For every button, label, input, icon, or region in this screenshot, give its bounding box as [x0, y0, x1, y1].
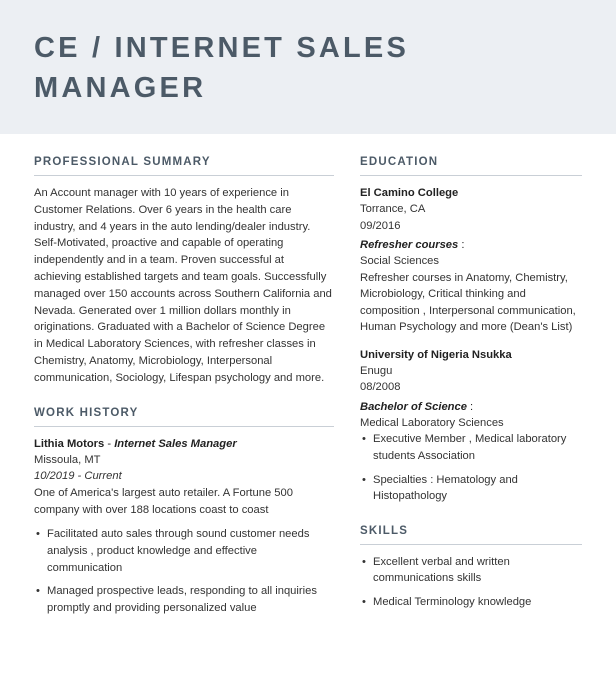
education-sub-label: Refresher courses: [360, 238, 459, 251]
job-heading: [34, 436, 334, 452]
education-detail: Medical Laboratory Sciences: [360, 416, 504, 429]
education-school: University of Nigeria Nsukka: [360, 348, 512, 361]
work-history-entry: [34, 436, 334, 617]
job-bullet: • Managed prospective leads, responding to all inquiries promptly and providing personalized value: [34, 583, 334, 616]
section-title-work-history: WORK HISTORY: [34, 407, 334, 427]
job-company: Lithia Motors: [34, 437, 105, 450]
section-title-professional-summary: PROFESSIONAL SUMMARY: [34, 156, 334, 176]
section-skills: [360, 525, 582, 611]
skill-item: • Medical Terminology knowledge: [360, 594, 582, 611]
education-subheading: [360, 237, 582, 253]
education-location: Enugu: [360, 365, 393, 378]
professional-summary-text: An Account manager with 10 years of experience in Customer Relations. Over 6 years in the health care industry, and 4 years in the auto lending/dealer industry. Self-Motivated, proactive and capable of operating independently and in a team. Proven successful at achieving established targets and team goals. Successfully managed over 150 accounts across Southern California and Nevada. Generated over 1 million dollars monthly in originations. Graduated with a Bachelor of Science Degree in Medical Laboratory Sciences, with refresher classes in Chemistry, Anatomy, Microbiology, Interpersonal communication, Sociology, Lifespan psychology and more.: [34, 187, 332, 384]
resume-header: [0, 0, 616, 134]
education-sub-suffix: :: [458, 238, 465, 251]
candidate-name: CE / INTERNET SALES MANAGER: [34, 32, 409, 105]
section-education: [360, 156, 582, 505]
section-title-education: EDUCATION: [360, 156, 582, 176]
education-bullet-list: [360, 431, 582, 504]
education-detail: Refresher courses in Anatomy, Chemistry, Microbiology, Critical thinking and composition , Interpersonal communication, Human Psychology and more (Dean's List): [360, 271, 576, 334]
section-professional-summary: [34, 156, 334, 387]
education-location: Torrance, CA: [360, 203, 426, 216]
education-entry: [360, 347, 582, 505]
left-column: [34, 156, 334, 623]
education-bullet: • Specialties : Hematology and Histopathology: [360, 472, 582, 505]
right-column: [360, 156, 582, 623]
section-work-history: [34, 407, 334, 617]
education-sub-label: Bachelor of Science: [360, 400, 467, 413]
education-date: 09/2016: [360, 219, 401, 232]
education-subheading: [360, 399, 582, 415]
job-bullet-list: [34, 526, 334, 616]
education-entry: [360, 185, 582, 336]
skills-list: [360, 554, 582, 611]
job-role: Internet Sales Manager: [114, 437, 237, 450]
job-separator: -: [104, 437, 115, 450]
job-location: Missoula, MT: [34, 453, 101, 466]
education-bullet: • Executive Member , Medical laboratory students Association: [360, 431, 582, 464]
skill-item: • Excellent verbal and written communications skills: [360, 554, 582, 587]
education-school: El Camino College: [360, 187, 459, 200]
job-bullet: • Facilitated auto sales through sound customer needs analysis , product knowledge and effective communication: [34, 526, 334, 576]
education-detail: Social Sciences: [360, 254, 439, 267]
education-sub-suffix: :: [466, 400, 474, 413]
section-title-skills: SKILLS: [360, 525, 582, 545]
education-date: 08/2008: [360, 381, 401, 394]
job-dates: 10/2019 - Current: [34, 470, 122, 483]
job-summary: One of America's largest auto retailer. A Fortune 500 company with over 188 locations coast to coast: [34, 487, 293, 516]
resume-body: [0, 134, 616, 623]
